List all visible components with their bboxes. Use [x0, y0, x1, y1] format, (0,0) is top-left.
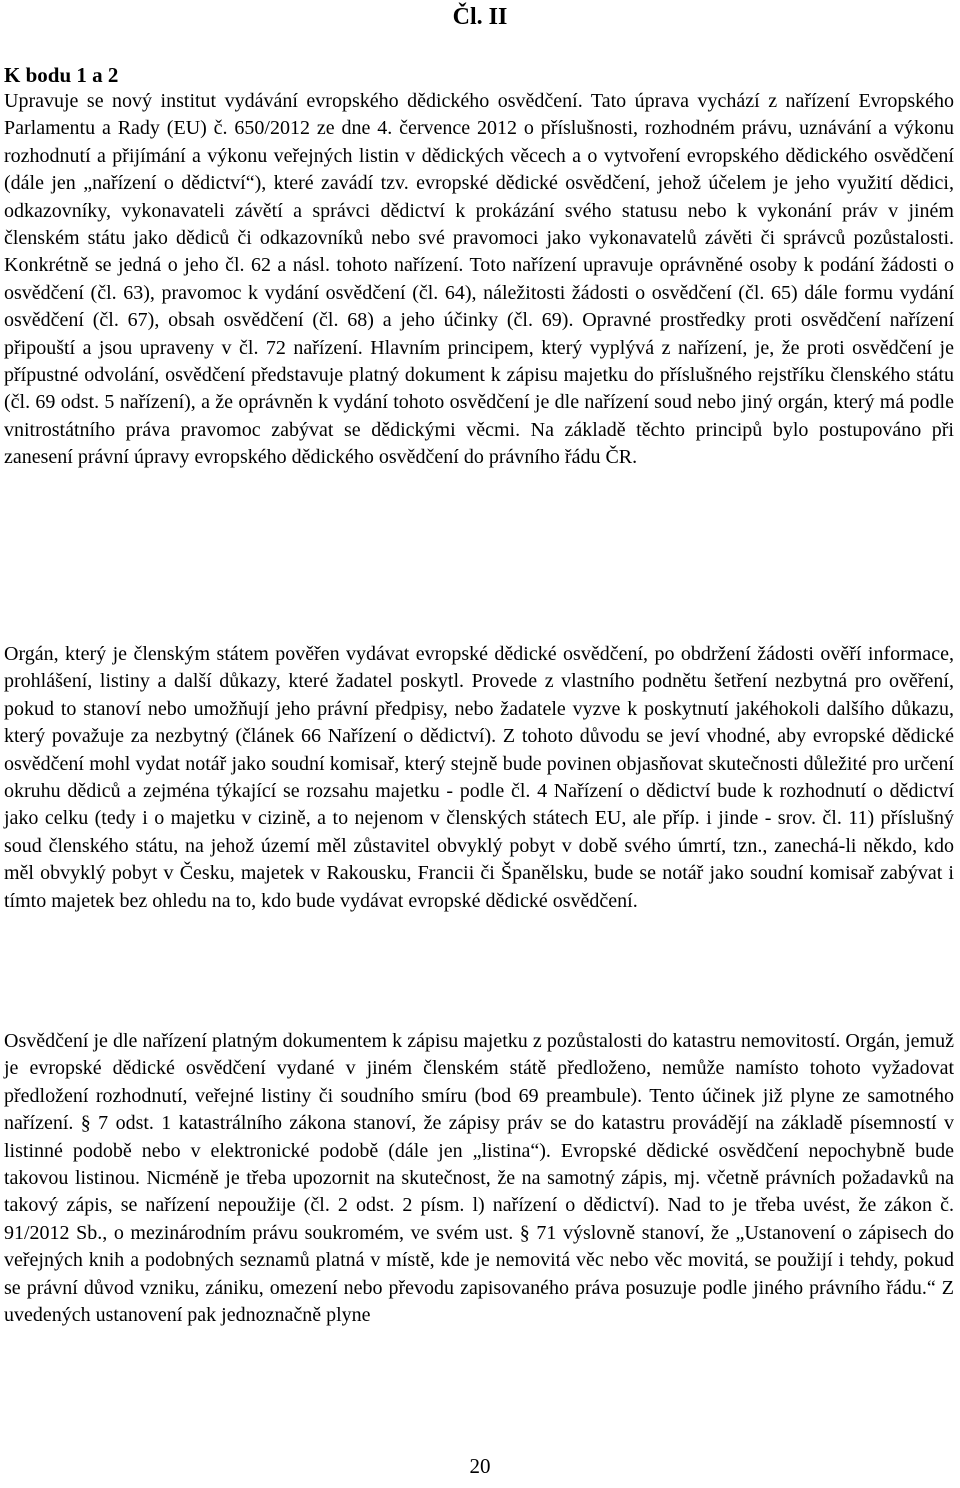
chapter-title: Čl. II — [452, 4, 508, 30]
section-heading: K bodu 1 a 2 — [4, 63, 119, 87]
paragraph-issuing-authority: Orgán, který je členským státem pověřen vydávat evropské dědické osvědčení, po obdržení žádosti ověří informace, prohlášení, listiny a další důkazy, které žadatel poskytl. Provede z vlastního podnětu šetření nezbytná pro ověření, pokud to stanoví nebo umožňují jeho právní předpisy, nebo žadatele vyzve k poskytnutí jakéhokoli dalšího důkazu, který považuje za nezbytný (článek 66 Nařízení o dědictví). Z tohoto důvodu se jeví vhodné, aby evropské dědické osvědčení mohl vydat notář jako soudní komisař, který stejně bude povinen objasňovat skutečnosti důležité pro určení okruhu dědiců a zejména týkající se rozsahu majetku - podle čl. 4 Nařízení o dědictví bude k rozhodnutí o dědictví jako celku (tedy i o majetku v cizině, a to nejenom v členských státech EU, ale příp. i jinde - srov. čl. 11) příslušný soud členského státu, na jehož území měl zůstavitel obvyklý pobyt v době svého úmrtí, tzn., zanechá-li někdo, kdo měl obvyklý pobyt v Česku, majetek v Rakousku, Francii či Španělsku, bude se notář jako soudní komisař zabývat i tímto majetek bez ohledu na to, kdo bude vydávat evropské dědické osvědčení. — [4, 643, 954, 912]
page-number: 20 — [469, 1454, 491, 1478]
paragraph-cadastre-registration: Osvědčení je dle nařízení platným dokumentem k zápisu majetku z pozůstalosti do katastru nemovitostí. Orgán, jemuž je evropské dědické osvědčení vydané v jiném členském státě předloženo, nemůže namísto tohoto vyžadovat předložení rozhodnutí, veřejné listiny či soudního smíru (bod 69 preambule). Tento účinek již plyne ze samotného nařízení. § 7 odst. 1 katastrálního zákona stanoví, že zápisy práv se do katastru provádějí na základě písemností v listinné podobě nebo v elektronické podobě (dále jen „listina“). Evropské dědické osvědčení nepochybně bude takovou listinou. Nicméně je třeba upozornit na skutečnost, že na samotný zápis, mj. včetně právních požadavků na takový zápis, se nařízení nepoužije (čl. 2 odst. 2 písm. l) nařízení o dědictví). Nad to je třeba uvést, že zákon č. 91/2012 Sb., o mezinárodním právu soukromém, ve svém ust. § 71 výslovně stanoví, že „Ustanovení o zápisech do veřejných knih a podobných seznamů platná v místě, kde je nemovitá věc nebo věc movitá, se použijí i tehdy, pokud se právní důvod vzniku, zániku, omezení nebo převodu zapisovaného práva posuzuje podle jiného právního řádu.“ Z uvedených ustanovení pak jednoznačně plyne — [4, 1030, 954, 1327]
paragraph-european-certificate: Upravuje se nový institut vydávání evropského dědického osvědčení. Tato úprava vychází z nařízení Evropského Parlamentu a Rady (EU) č. 650/2012 ze dne 4. července 2012 o příslušnosti, rozhodném právu, uznávání a výkonu rozhodnutí a přijímání a výkonu veřejných listin v dědických věcech a o vytvoření evropského dědického osvědčení (dále jen „nařízení o dědictví“), které zavádí tzv. evropské dědické osvědčení, jehož účelem je jeho využití dědici, odkazovníky, vykonavateli závětí a správci dědictví k prokázání svého statusu nebo k vykonání práv v jiném členském státu jako dědiců či odkazovníků nebo své pravomoci jako vykonavatelů závěti či správců pozůstalosti. Konkrétně se jedná o jeho čl. 62 a násl. tohoto nařízení. Toto nařízení upravuje oprávněné osoby k podání žádosti o osvědčení (čl. 63), pravomoc k vydání osvědčení (čl. 64), náležitosti žádosti o osvědčení (čl. 65) dále formu vydání osvědčení (čl. 67), obsah osvědčení (čl. 68) a jeho účinky (čl. 69). Opravné prostředky proti osvědčení nařízení připouští a jsou upraveny v čl. 72 nařízení. Hlavním principem, který vyplývá z nařízení, je, že proti osvědčení je přípustné odvolání, osvědčení představuje platný dokument k zápisu majetku do příslušného rejstříku členského státu (čl. 69 odst. 5 nařízení), a že oprávněn k vydání tohoto osvědčení je dle nařízení soud nebo jiný orgán, který má podle vnitrostátního práva pravomoc zabývat se dědickými věcmi. Na základě těchto principů bylo postupováno při zanesení právní úpravy evropského dědického osvědčení do právního řádu ČR. — [4, 90, 954, 469]
